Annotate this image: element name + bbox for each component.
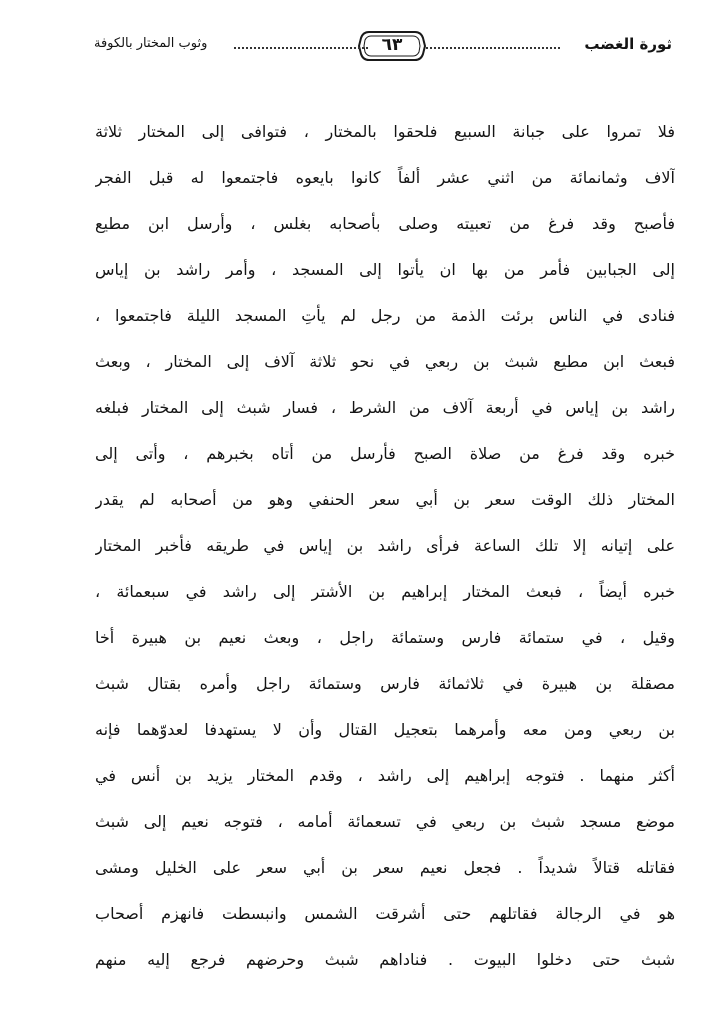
text-line: خبره وقد فرغ من صلاة الصبح فأرسل من أتاه بخبرهم ، وأتى إلى bbox=[95, 444, 675, 463]
text-line: هو في الرجالة فقاتلهم حتى أشرقت الشمس وانبسطت فانهزم أصحاب bbox=[95, 904, 675, 923]
running-header bbox=[94, 28, 672, 64]
text-line: فقاتله قتالاً شديداً . فجعل نعيم سعر بن أبي سعر على الخليل ومشى bbox=[95, 858, 675, 877]
text-line: خبره أيضاً ، فبعث المختار إبراهيم بن الأشتر إلى راشد في سبعمائة ، bbox=[95, 582, 675, 601]
page-number: ٦٣ bbox=[381, 35, 403, 55]
text-line: بن ربعي ومن معه وأمرهما بتعجيل القتال وأن لا يستهدفا لعدوّهما فإنه bbox=[95, 720, 675, 739]
chapter-title: وثوب المختار بالكوفة bbox=[94, 36, 208, 51]
header-dotted-leader-left bbox=[234, 47, 368, 49]
text-line: راشد بن إياس في أربعة آلاف من الشرط ، فسار شبث إلى المختار فبلغه bbox=[95, 398, 675, 417]
page-number-ornament bbox=[357, 28, 427, 64]
text-line: آلاف وثمانمائة من اثني عشر ألفاً كانوا بايعوه فاجتمعوا له قبل الفجر bbox=[95, 168, 675, 187]
text-line: فأصبح وقد فرغ من تعبيته وصلى بأصحابه بغلس ، وأرسل ابن مطيع bbox=[95, 214, 675, 233]
text-line: شبث حتى دخلوا البيوت . فناداهم شبث وحرضهم فرجع إليه منهم bbox=[95, 950, 675, 969]
text-line: أكثر منهما . فتوجه إبراهيم إلى راشد ، وقدم المختار يزيد بن أنس في bbox=[95, 766, 675, 785]
book-title: ثورة الغضب bbox=[584, 35, 672, 53]
text-line: مصقلة بن هبيرة في ثلاثمائة فارس وستمائة راجل وأمره بقتال شبث bbox=[95, 674, 675, 693]
text-line: وقيل ، في ستمائة فارس وستمائة راجل ، وبعث نعيم بن هبيرة أخا bbox=[95, 628, 675, 647]
text-line: موضع مسجد شبث بن ربعي في تسعمائة أمامه ، فتوجه نعيم إلى شبث bbox=[95, 812, 675, 831]
text-line: فلا تمروا على جبانة السبيع فلحقوا بالمختار ، فتوافى إلى المختار ثلاثة bbox=[95, 122, 675, 141]
text-line: فنادى في الناس برئت الذمة من رجل لم يأتِ المسجد الليلة فاجتمعوا ، bbox=[95, 306, 675, 325]
header-dotted-leader-right bbox=[426, 47, 560, 49]
text-line: على إتيانه إلا تلك الساعة فرأى راشد بن إياس في طريقه فأخبر المختار bbox=[95, 536, 675, 555]
text-line: إلى الجبابين فأمر من بها ان يأتوا إلى المسجد ، وأمر راشد بن إياس bbox=[95, 260, 675, 279]
text-line: المختار ذلك الوقت سعر بن أبي سعر الحنفي وهو من أصحابه لم يقدر bbox=[95, 490, 675, 509]
body-text bbox=[95, 112, 675, 986]
text-line: فبعث ابن مطيع شبث بن ربعي في نحو ثلاثة آلاف إلى المختار ، وبعث bbox=[95, 352, 675, 371]
